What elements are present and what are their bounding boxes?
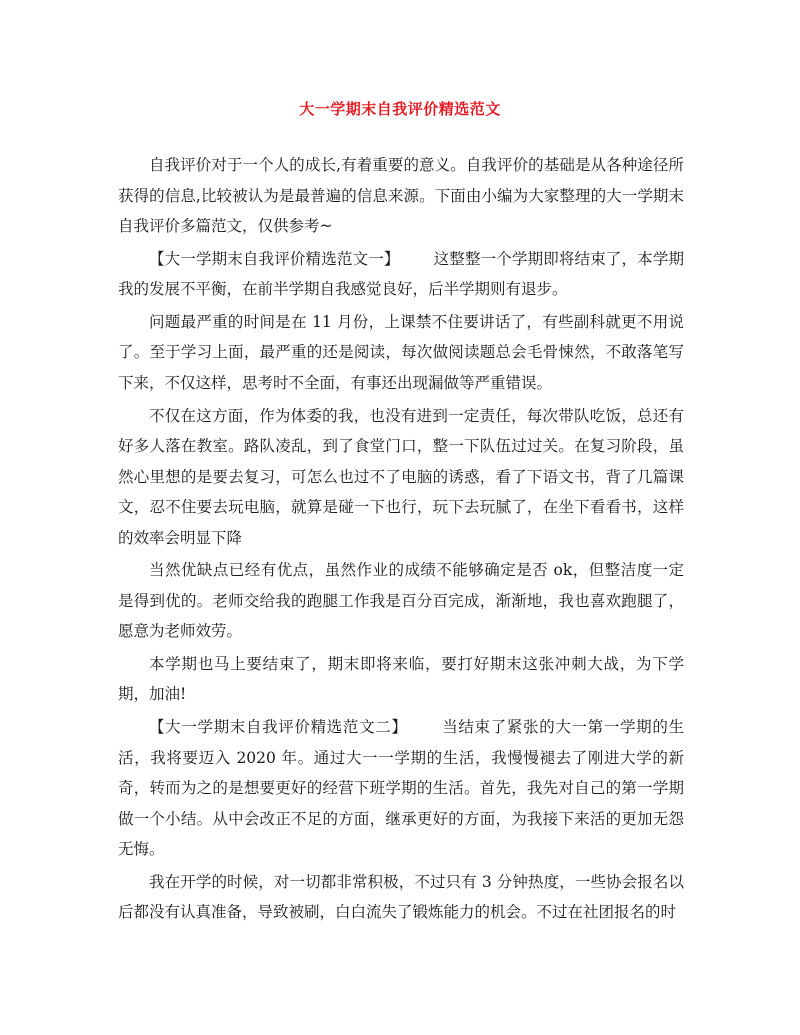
paragraph-4: 当然优缺点已经有优点，虽然作业的成绩不能够确定是否 ok，但整洁度一定是得到优的。老师交给我的跑腿工作我是百分百完成，渐渐地，我也喜欢跑腿了，愿意为老师效劳。 xyxy=(118,561,684,641)
paragraph-2: 问题最严重的时间是在 11 月份，上课禁不住要讲话了，有些副科就更不用说了。至于学习上面，最严重的还是阅读，每次做阅读题总会毛骨悚然，不敢落笔写下来，不仅这样，思考时不全面，有事还出现漏做等严重错误。 xyxy=(118,312,684,392)
section1-text: 这整整一个学期即将结束了，本学期我的发展不平衡，在前半学期自我感觉良好，后半学期则有退步。 xyxy=(118,249,684,299)
section1-paragraph xyxy=(118,244,684,305)
paragraph-5: 本学期也马上要结束了，期末即将来临，要打好期末这张冲刺大战，为下学期，加油! xyxy=(118,654,684,704)
paragraph-3: 不仅在这方面，作为体委的我，也没有进到一定责任，每次带队吃饭，总还有好多人落在教室。路队凌乱，到了食堂门口，整一下队伍过过关。在复习阶段，虽然心里想的是要去复习，可怎么也过不了电脑的诱惑，看了下语文书，背了几篇课文，忍不住要去玩电脑，就算是碰一下也行，玩下去玩腻了，在坐下看看书，这样的效率会明显下降 xyxy=(118,406,684,547)
section2-text: 当结束了紧张的大一第一学期的生活，我将要迈入 2020 年。通过大一一学期的生活，我慢慢褪去了刚进大学的新奇，转而为之的是想要更好的经营下班学期的生活。首先，我先对自己的第一学期做一个小结。从中会改正不足的方面，继承更好的方面，为我接下来活的更加无怨无悔。 xyxy=(118,718,684,859)
intro-paragraph: 自我评价对于一个人的成长,有着重要的意义。自我评价的基础是从各种途径所获得的信息,比较被认为是最普遍的信息来源。下面由小编为大家整理的大一学期末自我评价多篇范文，仅供参考~ xyxy=(118,156,684,235)
section2-paragraph xyxy=(118,712,684,865)
document-body xyxy=(118,150,684,930)
section2-heading: 【大一学期末自我评价精选范文二】 xyxy=(149,718,408,737)
section1-heading: 【大一学期末自我评价精选范文一】 xyxy=(149,249,400,268)
document-title: 大一学期末自我评价精选范文 xyxy=(299,100,501,118)
paragraph-7: 我在开学的时候，对一切都非常积极，不过只有 3 分钟热度，一些协会报名以后都没有认真准备，导致被刷，白白流失了锻炼能力的机会。不过在社团报名的时 xyxy=(118,872,684,922)
